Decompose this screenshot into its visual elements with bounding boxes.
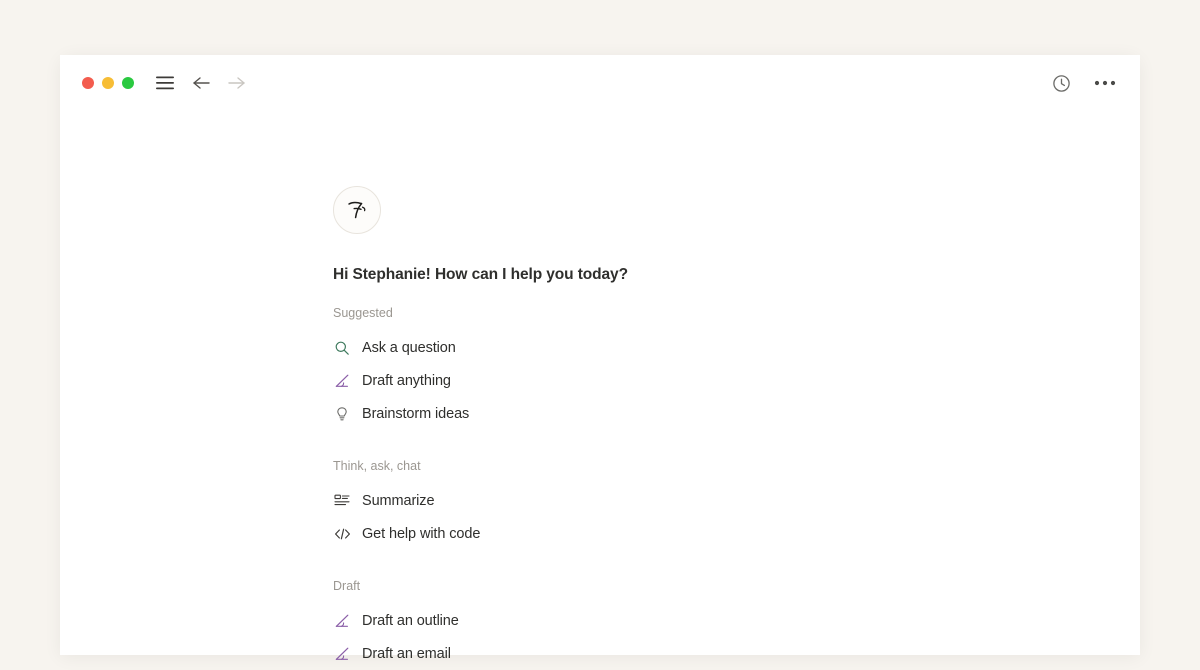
suggestion-label: Draft anything <box>362 372 451 389</box>
pencil-icon <box>333 612 351 630</box>
app-window <box>60 55 1140 662</box>
traffic-lights <box>82 77 134 89</box>
suggestion-draft-an-email[interactable] <box>333 637 973 670</box>
suggestion-summarize[interactable] <box>333 484 973 517</box>
suggestion-label: Get help with code <box>362 525 481 542</box>
toolbar-actions <box>1048 70 1118 96</box>
group-label: Draft <box>333 579 361 593</box>
back-arrow-icon[interactable] <box>188 70 214 96</box>
nav-controls <box>152 70 250 96</box>
avatar <box>333 186 381 234</box>
close-window-button[interactable] <box>82 77 94 89</box>
suggestion-draft-an-outline[interactable] <box>333 604 973 637</box>
pencil-icon <box>333 372 351 390</box>
suggestion-label: Brainstorm ideas <box>362 405 470 422</box>
lightbulb-icon <box>333 405 351 423</box>
title-bar <box>60 55 1140 111</box>
pencil-icon <box>333 645 351 663</box>
suggestion-draft-anything[interactable] <box>333 364 973 397</box>
sidebar-toggle-icon[interactable] <box>152 70 178 96</box>
suggestion-label: Draft an email <box>362 645 451 662</box>
suggestion-label: Summarize <box>362 492 435 509</box>
suggestion-get-help-with-code[interactable] <box>333 517 973 550</box>
history-clock-icon[interactable] <box>1048 70 1074 96</box>
suggestion-ask-a-question[interactable] <box>333 331 973 364</box>
group-draft <box>333 579 973 670</box>
minimize-window-button[interactable] <box>102 77 114 89</box>
greeting-text: Hi Stephanie! How can I help you today? <box>333 266 628 283</box>
summarize-icon <box>333 492 351 510</box>
assistant-panel <box>333 111 973 670</box>
assistant-glyph-icon <box>344 197 370 223</box>
group-suggested <box>333 306 973 430</box>
suggestion-label: Ask a question <box>362 339 456 356</box>
main-content <box>60 111 1140 670</box>
suggestion-brainstorm-ideas[interactable] <box>333 397 973 430</box>
more-options-icon[interactable] <box>1092 70 1118 96</box>
code-icon <box>333 525 351 543</box>
group-think-ask-chat <box>333 459 973 550</box>
search-icon <box>333 339 351 357</box>
forward-arrow-icon[interactable] <box>224 70 250 96</box>
group-label: Suggested <box>333 306 393 320</box>
group-label: Think, ask, chat <box>333 459 421 473</box>
maximize-window-button[interactable] <box>122 77 134 89</box>
suggestion-label: Draft an outline <box>362 612 459 629</box>
